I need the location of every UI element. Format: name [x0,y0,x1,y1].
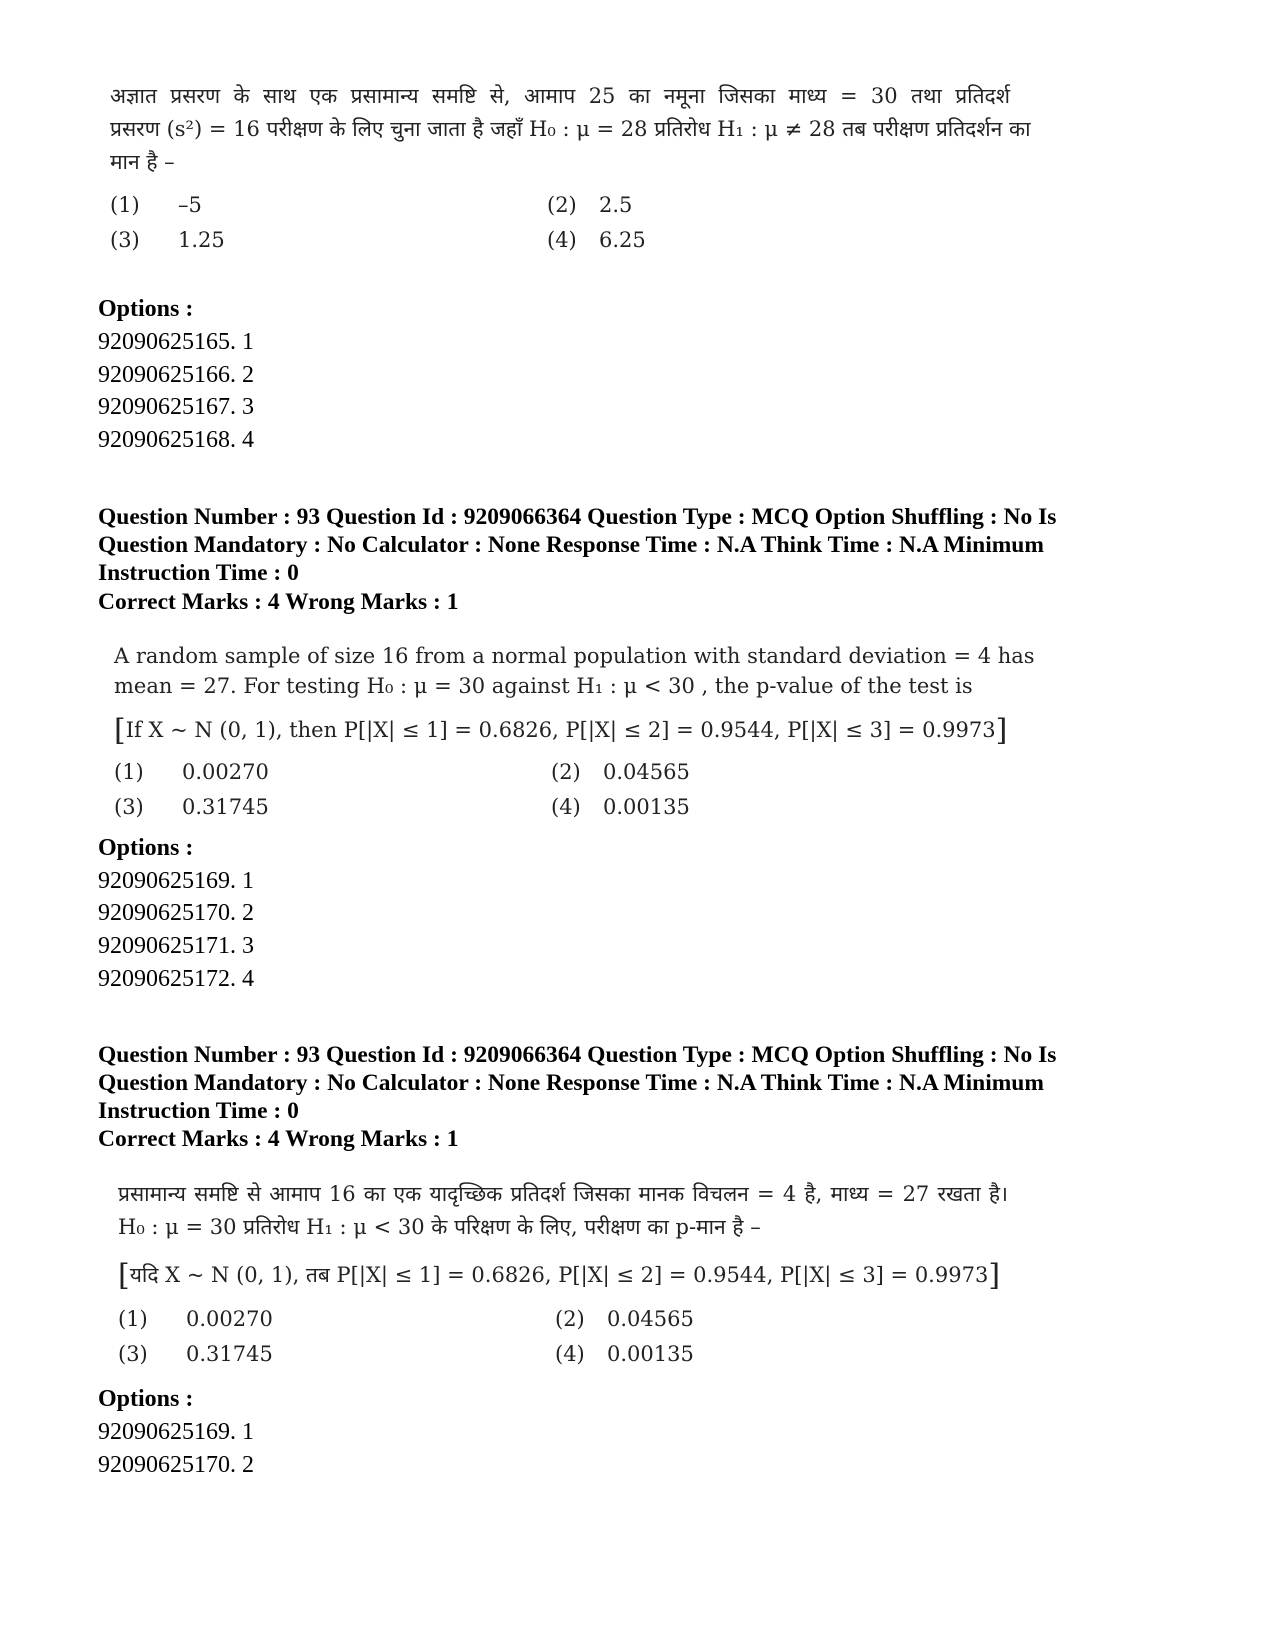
question-text-line: अज्ञात प्रसरण के साथ एक प्रसामान्य समष्टि से, आमाप 25 का नमूना जिसका माध्य = 30 तथा प्रतिदर्श [110,84,1010,108]
marks-line: Correct Marks : 4 Wrong Marks : 1 [98,589,459,615]
choice-3: (3) 0.31745 [114,795,269,819]
question-text-line: प्रसामान्य समष्टि से आमाप 16 का एक यादृच्छिक प्रतिदर्श जिसका मानक विचलन = 4 है, माध्य = 27 रखता है। [118,1182,1008,1206]
option-line: 92090625172. 4 [98,966,254,992]
choice-2: (2) 0.04565 [555,1307,694,1331]
choice-2: (2) 0.04565 [551,760,690,784]
option-line: 92090625166. 2 [98,362,254,388]
choice-4: (4) 0.00135 [551,795,690,819]
choice-3: (3) 1.25 [110,228,225,252]
question-text-line: H₀ : μ = 30 प्रतिरोध H₁ : μ < 30 के परिक्षण के लिए, परीक्षण का p-मान है – [118,1215,761,1239]
choice-grid [110,193,1010,265]
options-heading: Options : [98,835,194,861]
question-meta: Question Number : 93 Question Id : 9209066364 Question Type : MCQ Option Shuffling : No Is Question Mandatory : No Calculator : None Response Time : N.A Think Time : N.A Minimum Instruction Time : 0 [98,1042,1057,1124]
choice-4: (4) 0.00135 [555,1342,694,1366]
question-93-image [114,640,1035,832]
question-text-line: प्रसरण (s²) = 16 परीक्षण के लिए चुना जाता है जहाँ H₀ : μ = 28 प्रतिरोध H₁ : μ ≠ 28 तब परीक्षण प्रतिदर्शन का [110,117,1031,141]
option-line: 92090625170. 2 [98,900,254,926]
choice-2: (2) 2.5 [547,193,633,217]
question-93-hindi-image [118,1178,1008,1379]
question-text-line: mean = 27. For testing H₀ : μ = 30 against H₁ : μ < 30 , the p-value of the test is [114,674,973,698]
choice-3: (3) 0.31745 [118,1342,273,1366]
hint-formula: [यदि X ~ N (0, 1), तब P[|X| ≤ 1] = 0.6826, P[|X| ≤ 2] = 0.9544, P[|X| ≤ 3] = 0.9973] [118,1258,1001,1293]
choice-grid [118,1307,1008,1379]
option-line: 92090625171. 3 [98,933,254,959]
question-text-line: A random sample of size 16 from a normal population with standard deviation = 4 has [114,644,1035,668]
option-line: 92090625168. 4 [98,427,254,453]
option-line: 92090625167. 3 [98,394,254,420]
options-heading: Options : [98,1386,194,1412]
choice-1: (1) 0.00270 [118,1307,273,1331]
option-line: 92090625165. 1 [98,329,254,355]
choice-grid [114,760,1004,832]
option-line: 92090625169. 1 [98,868,254,894]
question-92-image [110,80,1031,265]
choice-1: (1) 0.00270 [114,760,269,784]
hint-formula: [If X ~ N (0, 1), then P[|X| ≤ 1] = 0.6826, P[|X| ≤ 2] = 0.9544, P[|X| ≤ 3] = 0.9973] [114,713,1008,748]
option-line: 92090625170. 2 [98,1452,254,1478]
marks-line: Correct Marks : 4 Wrong Marks : 1 [98,1126,459,1152]
choice-1: (1) –5 [110,193,202,217]
options-heading: Options : [98,296,194,322]
option-line: 92090625169. 1 [98,1419,254,1445]
choice-4: (4) 6.25 [547,228,646,252]
question-text-line: मान है – [110,150,175,174]
question-meta: Question Number : 93 Question Id : 9209066364 Question Type : MCQ Option Shuffling : No Is Question Mandatory : No Calculator : None Response Time : N.A Think Time : N.A Minimum Instruction Time : 0 [98,504,1057,586]
